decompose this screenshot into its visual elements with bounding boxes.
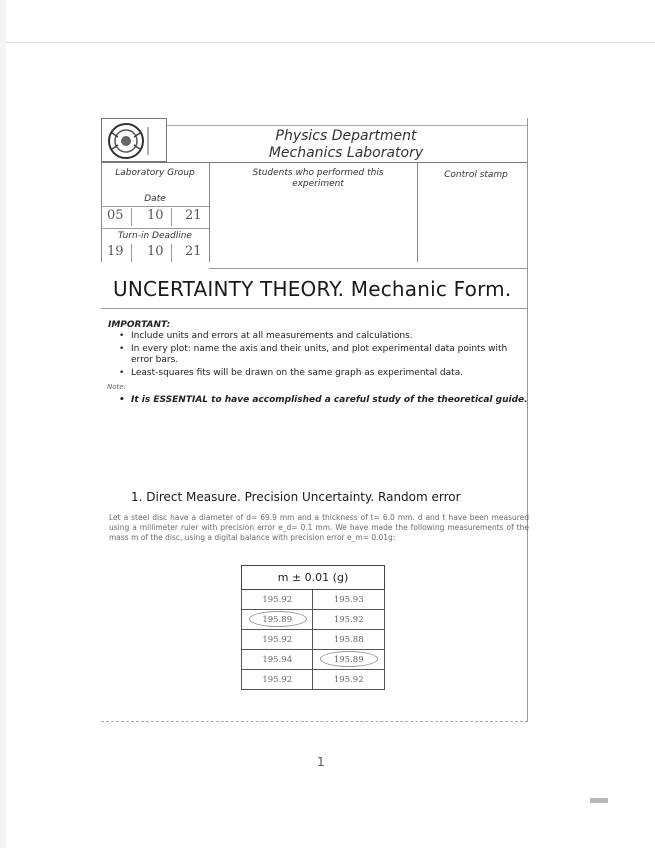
deadline-label: Turn-in Deadline xyxy=(118,231,192,241)
section-title: 1. Direct Measure. Precision Uncertainty. Random error xyxy=(131,490,461,504)
page-title: UNCERTAINTY THEORY. Mechanic Form. xyxy=(113,277,512,301)
table-row xyxy=(242,590,385,610)
lab-form-sheet xyxy=(101,118,528,722)
logo-box xyxy=(101,118,167,162)
deadline-sep-2 xyxy=(171,244,172,262)
info-rule-bottom xyxy=(209,268,527,269)
list-item: • Include units and errors at all measurements and calculations. xyxy=(119,331,529,342)
table-row xyxy=(242,670,385,690)
list-item: • In every plot: name the axis and their units, and plot experimental data points with error bars. xyxy=(119,344,529,366)
deadline-month: 10 xyxy=(147,244,164,259)
date-day: 05 xyxy=(107,208,124,223)
header-rule-bottom xyxy=(101,162,527,163)
mass-cell: 195.94 xyxy=(242,650,313,670)
title-rule xyxy=(101,308,527,309)
header-titles xyxy=(251,128,441,162)
mass-cell: 195.92 xyxy=(242,630,313,650)
mass-cell: 195.92 xyxy=(313,610,385,630)
mass-table-header: m ± 0.01 (g) xyxy=(242,566,385,590)
info-border-left xyxy=(101,162,102,262)
deadline-rule xyxy=(101,228,209,229)
important-list xyxy=(119,331,529,381)
important-label: IMPORTANT: xyxy=(108,320,171,330)
department-name: Physics Department xyxy=(275,128,417,144)
deadline-sep-1 xyxy=(131,244,132,262)
note-label: Note: xyxy=(107,383,126,391)
deadline-year: 21 xyxy=(185,244,202,259)
date-sep-1 xyxy=(131,208,132,226)
section-paragraph: Let a steel disc have a diameter of d= 69.9 mm and a thickness of t= 6.0 mm. d and t have been measured using a millimeter ruler with precision error e_d= 0.1 mm. We have made the following measurements of the mass m of the disc, using a digital balance with precision error e_m= 0.01g: xyxy=(109,513,529,542)
mass-cell-circled: 195.89 xyxy=(242,610,313,630)
date-year: 21 xyxy=(185,208,202,223)
page-number: 1 xyxy=(317,755,325,769)
mass-cell: 195.92 xyxy=(313,670,385,690)
deadline-day: 19 xyxy=(107,244,124,259)
date-sep-2 xyxy=(171,208,172,226)
info-divider-2 xyxy=(417,162,418,262)
date-rule xyxy=(101,206,209,207)
mass-cell: 195.88 xyxy=(313,630,385,650)
mass-table xyxy=(241,565,385,690)
table-row xyxy=(242,630,385,650)
scan-smudge xyxy=(590,798,608,803)
essential-note: • It is ESSENTIAL to have accomplished a careful study of the theoretical guide. xyxy=(119,395,541,405)
list-item: • Least-squares fits will be drawn on the same graph as experimental data. xyxy=(119,368,529,379)
control-stamp-label: Control stamp xyxy=(444,170,508,180)
lab-name: Mechanics Laboratory xyxy=(268,145,424,161)
lab-group-label: Laboratory Group xyxy=(115,168,195,178)
university-seal-icon xyxy=(104,121,164,161)
date-label: Date xyxy=(144,194,166,204)
table-row xyxy=(242,650,385,670)
mass-cell: 195.92 xyxy=(242,590,313,610)
scan-edge xyxy=(0,42,655,43)
mass-cell: 195.93 xyxy=(313,590,385,610)
header-rule-top xyxy=(167,125,527,126)
mass-cell: 195.92 xyxy=(242,670,313,690)
info-divider-1 xyxy=(209,162,210,262)
table-row xyxy=(242,610,385,630)
mass-cell-circled: 195.89 xyxy=(313,650,385,670)
students-label: Students who performed this experiment xyxy=(252,168,384,189)
date-month: 10 xyxy=(147,208,164,223)
scan-edge-left xyxy=(0,0,6,848)
